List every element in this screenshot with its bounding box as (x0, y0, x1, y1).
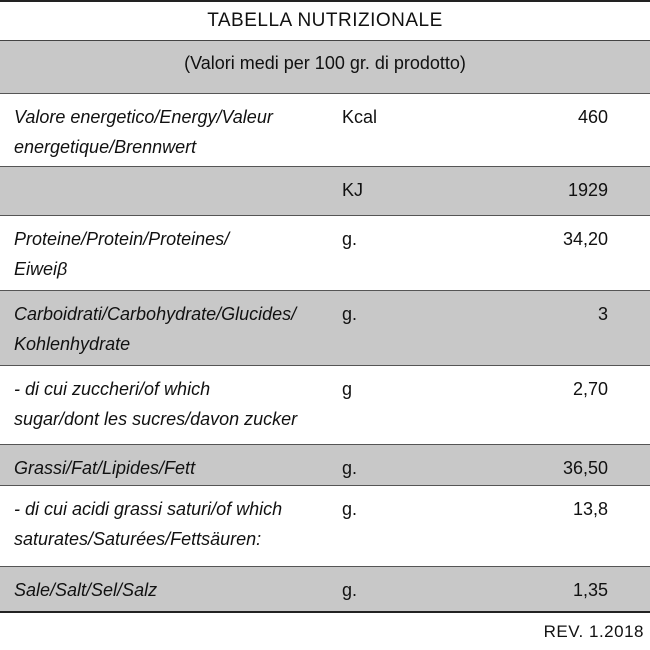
nutrient-unit: g. (342, 229, 358, 249)
table-title: TABELLA NUTRIZIONALE (0, 0, 650, 41)
nutrient-unit: g. (342, 458, 358, 478)
table-bottom-rule (0, 611, 650, 613)
nutrient-value: 34,20 (562, 229, 608, 249)
nutrient-name: - di cui zuccheri/of which sugar/dont les sucres/davon zucker (14, 379, 298, 429)
nutrient-name: Grassi/Fat/Lipides/Fett (14, 458, 196, 478)
nutrient-unit: Kcal (342, 107, 378, 127)
revision-label: REV. 1.2018 (543, 622, 644, 641)
table-row (0, 444, 650, 485)
table-row (0, 215, 650, 290)
nutrient-unit: g (342, 379, 353, 399)
nutrient-value: 36,50 (562, 458, 608, 478)
nutrient-value: 2,70 (572, 379, 608, 399)
table-row (0, 365, 650, 444)
nutrient-unit: KJ (342, 180, 364, 200)
table-row (0, 93, 650, 166)
nutrient-value: 460 (577, 107, 608, 127)
nutrient-unit: g. (342, 499, 358, 519)
nutrient-name: Carboidrati/Carbohydrate/Glucides/ Kohlenhydrate (14, 304, 297, 354)
nutrient-name: Sale/Salt/Sel/Salz (14, 580, 158, 600)
nutrient-name: Valore energetico/Energy/Valeur energetique/Brennwert (14, 107, 273, 157)
nutrient-value: 1,35 (572, 580, 608, 600)
table-row (0, 566, 650, 611)
nutrient-value: 3 (597, 304, 608, 324)
table-subtitle: (Valori medi per 100 gr. di prodotto) (0, 41, 650, 93)
nutrient-unit: g. (342, 580, 358, 600)
nutrient-value: 1929 (567, 180, 608, 200)
table-row (0, 290, 650, 365)
table-row (0, 485, 650, 566)
nutrient-name: Proteine/Protein/Proteines/ Eiweiβ (14, 229, 230, 279)
nutrient-name: - di cui acidi grassi saturi/of which saturates/Saturées/Fettsäuren: (14, 499, 283, 549)
nutrient-value: 13,8 (572, 499, 608, 519)
table-row (0, 166, 650, 215)
nutrient-unit: g. (342, 304, 358, 324)
